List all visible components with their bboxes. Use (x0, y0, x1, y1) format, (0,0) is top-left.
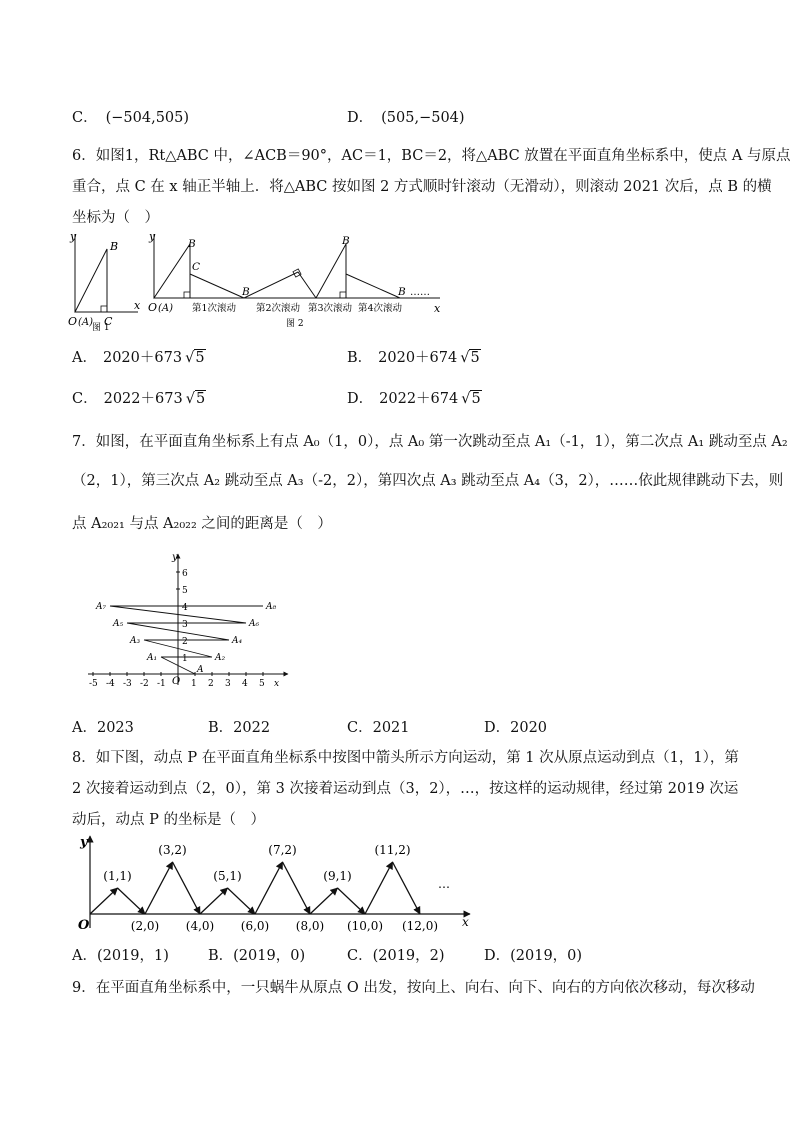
q7-ytick-label: 4 (182, 603, 188, 613)
fig2-roll3-label: 第3次滚动 (308, 303, 353, 314)
fig2-roll4-edge (346, 244, 400, 298)
q7-xtick-label: 4 (242, 679, 248, 689)
q6-option-d: D． 2022＋674 √5 (347, 391, 481, 407)
fig2-roll1-label: 第1次滚动 (192, 303, 237, 314)
q7-point-label: A (197, 665, 204, 675)
q8-move-segment (338, 888, 366, 914)
q8-move-segment (283, 862, 311, 914)
q8-point-label: (2,0) (130, 919, 160, 933)
q7-point-label: A₆ (249, 619, 260, 629)
q6-text-line1: 6．如图1，Rt△ABC 中，∠ACB＝90°，AC＝1，BC＝2，将△ABC 放置在平面直角坐标系中，使点 A 与原点 (72, 148, 791, 164)
q8-move-segment (90, 888, 118, 914)
fig1-a-label: (A) (78, 317, 94, 328)
q7-xtick-label: -5 (89, 679, 98, 689)
q8-move-segment (255, 862, 283, 914)
fig2-b4-label: B (398, 286, 406, 298)
q7-graph (82, 550, 302, 690)
fig2-o-label: O (148, 301, 158, 314)
q7-text-line2: （2，1），第三次点 A₂ 跳动至点 A₃（-2，2），第四次点 A₃ 跳动至点 A₄（3，2），……依此规律跳动下去，则 (72, 473, 784, 489)
fig2-b3-label: B (342, 235, 350, 247)
fig1-y-label: y (70, 230, 77, 243)
q6-option-a: A． 2020＋673 √5 (72, 350, 205, 366)
q8-option-b: B．(2019，0) (208, 948, 306, 964)
q8-point-label: (7,2) (268, 843, 297, 857)
q8-point-label: (10,0) (346, 919, 384, 933)
q8-graph (68, 830, 478, 940)
q8-option-c: C．(2019，2) (347, 948, 445, 964)
q7-xtick-label: 3 (225, 679, 231, 689)
q8-move-segment (173, 862, 201, 914)
q7-xtick-label: -2 (140, 679, 149, 689)
q7-point-label: A₄ (232, 636, 243, 646)
q8-option-d: D．(2019，0) (484, 948, 583, 964)
q7-ytick-label: 5 (182, 586, 188, 596)
fig1-b-label: B (110, 240, 119, 253)
q8-point-label: (9,1) (323, 869, 352, 883)
q8-point-label: (12,0) (401, 919, 439, 933)
fig2-roll2-label: 第2次滚动 (256, 303, 301, 314)
q8-move-segment (200, 888, 228, 914)
q5-option-c: C． (−504,505) (72, 110, 190, 126)
fig2-roll3-edge (316, 244, 346, 298)
fig2-triangle-initial (154, 244, 190, 298)
q8-move-segment (145, 862, 173, 914)
q7-point-label: A₃ (130, 636, 141, 646)
fig2-roll2-edge (244, 272, 316, 298)
q7-text-line1: 7．如图，在平面直角坐标系上有点 A₀（1，0），点 A₀ 第一次跳动至点 A₁（-1，1），第二次点 A₁ 跳动至点 A₂ (72, 434, 788, 450)
q7-point-label: A₇ (96, 602, 107, 612)
q6-text-line2: 重合，点 C 在 x 轴正半轴上．将△ABC 按如图 2 方式顺时针滚动（无滑动），则滚动 2021 次后，点 B 的横 (72, 179, 772, 195)
q7-point-label: A₅ (113, 619, 124, 629)
q7-point-label: A₈ (266, 602, 277, 612)
q7-option-c: C．2021 (347, 720, 410, 736)
q7-xtick-label: 1 (191, 679, 197, 689)
fig1-c-label: C (104, 315, 113, 328)
fig2-caption: 图 2 (286, 319, 304, 329)
q7-o-label: O (172, 676, 181, 687)
q7-xtick-label: -1 (157, 679, 166, 689)
q7-ytick-label: 2 (182, 637, 188, 647)
q8-point-label: (3,2) (158, 843, 187, 857)
q7-xtick-label: 5 (259, 679, 265, 689)
fig2-a-label: (A) (158, 303, 174, 314)
q5-option-d: D． (505,−504) (347, 110, 465, 126)
q7-option-a: A．2023 (72, 720, 134, 736)
fig1-o-label: O (68, 315, 78, 328)
q8-move-segment (310, 888, 338, 914)
q7-point-label: A₁ (147, 653, 158, 663)
fig2-y-label: y (149, 230, 156, 243)
fig1-right-angle-mark (101, 306, 107, 312)
q7-ytick-label: 1 (182, 654, 188, 664)
q8-move-segment (393, 862, 421, 914)
q8-point-label: (5,1) (213, 869, 242, 883)
q8-point-label: (6,0) (240, 919, 270, 933)
q6-figure-1 (66, 228, 142, 334)
q8-move-segment (228, 888, 256, 914)
q7-xtick-label: -3 (123, 679, 132, 689)
q7-point-label: A₂ (215, 653, 226, 663)
q8-point-label: (11,2) (374, 843, 411, 857)
fig1-caption: 图 1 (92, 323, 110, 333)
q7-ytick-label: 3 (182, 620, 188, 630)
fig1-triangle (75, 249, 107, 312)
fig2-b2-label: B (242, 286, 250, 298)
q6-option-b: B． 2020＋674 √5 (347, 350, 480, 366)
q8-x-label: x (462, 915, 469, 929)
q8-move-segment (118, 888, 146, 914)
q8-move-segment (365, 862, 393, 914)
q8-text-line1: 8．如下图，动点 P 在平面直角坐标系中按图中箭头所示方向运动，第 1 次从原点运动到点（1，1），第 (72, 750, 739, 766)
q8-o-label: O (78, 918, 90, 933)
q8-text-line2: 2 次接着运动到点（2，0），第 3 次接着运动到点（3，2），…，按这样的运动规律，经过第 2019 次运 (72, 781, 739, 797)
q8-point-label: (8,0) (295, 919, 325, 933)
q8-point-label: (4,0) (185, 919, 215, 933)
q8-option-a: A．(2019，1) (72, 948, 169, 964)
fig1-x-label: x (134, 299, 141, 312)
fig2-dots: …… (410, 287, 430, 298)
q6-option-c: C． 2022＋673 √5 (72, 391, 206, 407)
q7-xtick-label: 2 (208, 679, 214, 689)
q8-point-label: (1,1) (103, 869, 132, 883)
q7-y-label: y (172, 552, 178, 563)
fig2-roll4-label: 第4次滚动 (358, 303, 403, 314)
q7-option-d: D．2020 (484, 720, 548, 736)
q7-x-label: x (274, 679, 280, 689)
fig2-c-label: C (192, 261, 201, 273)
q8-y-label: y (80, 835, 88, 850)
fig2-right-angle-mark-3 (340, 292, 346, 298)
q8-text-line3: 动后，动点 P 的坐标是（ ） (72, 812, 265, 828)
fig2-right-angle-mark-1 (184, 292, 190, 298)
q9-text-line1: 9．在平面直角坐标系中，一只蜗牛从原点 O 出发，按向上、向右、向下、向右的方向依次移动，每次移动 (72, 980, 755, 996)
q7-text-line3: 点 A₂₀₂₁ 与点 A₂₀₂₂ 之间的距离是（ ） (72, 516, 332, 532)
q6-text-line3: 坐标为（ ） (72, 210, 159, 226)
q7-xtick-label: -4 (106, 679, 115, 689)
fig2-b1-label: B (188, 238, 196, 250)
q7-option-b: B．2022 (208, 720, 271, 736)
q6-figure-2 (146, 228, 446, 334)
q8-dots: … (438, 877, 450, 891)
q7-ytick-label: 6 (182, 569, 188, 579)
fig2-x-label: x (434, 302, 441, 315)
